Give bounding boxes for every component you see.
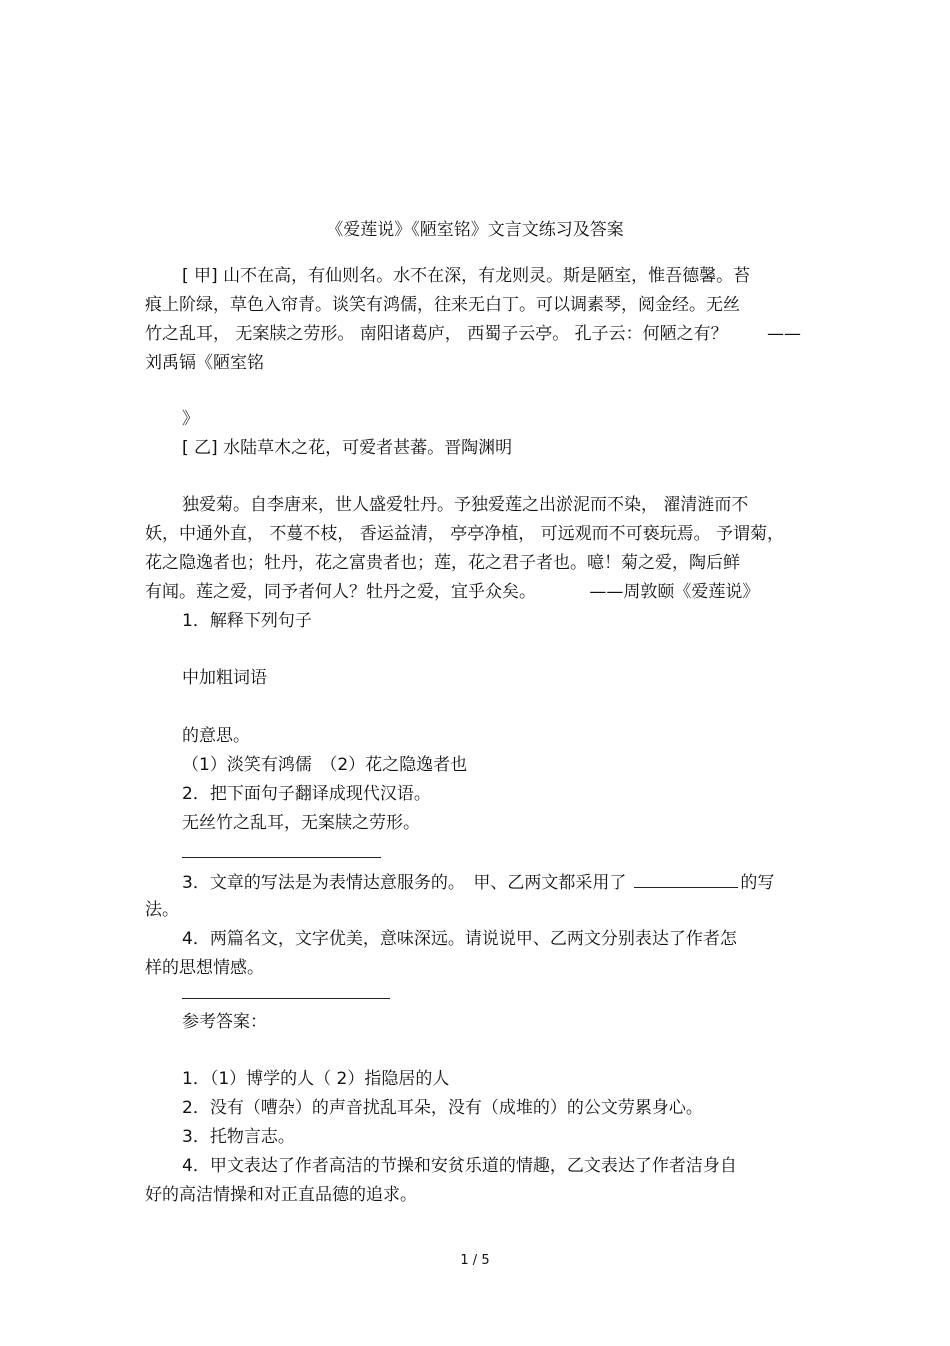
question-3-blank[interactable] xyxy=(634,870,738,888)
question-4-line-1: 4．两篇名文，文字优美，意味深远。请说说甲、乙两文分别表达了作者怎 xyxy=(182,929,737,949)
passage-jia-line-4: 刘禹镉《陋室铭 xyxy=(145,353,264,373)
passage-yi-attribution: ——周敦颐《爱莲说》 xyxy=(589,582,760,602)
question-2: 2．把下面句子翻译成现代汉语。 xyxy=(182,784,431,804)
passage-jia-line-2: 痕上阶绿，草色入帘青。谈笑有鸿儒，往来无白丁。可以调素琴，阅金经。无丝 xyxy=(145,295,740,315)
passage-yi-line-5 xyxy=(145,581,759,603)
answer-line-q4 xyxy=(182,998,390,999)
answer-1: 1．（1）博学的人（ 2）指隐居的人 xyxy=(182,1069,450,1089)
page-number: 1 / 5 xyxy=(460,1253,490,1268)
answers-heading: 参考答案： xyxy=(182,1012,267,1032)
question-1-line-1: 1．解释下列句子 xyxy=(182,611,312,631)
question-1-items: （1）淡笑有鸿儒 （2）花之隐逸者也 xyxy=(182,755,468,775)
passage-jia-dash: —— xyxy=(767,324,801,344)
answer-2: 2．没有（嘈杂）的声音扰乱耳朵，没有（成堆的）的公文劳累身心。 xyxy=(182,1098,703,1118)
question-1-line-3: 的意思。 xyxy=(182,726,250,746)
passage-jia-line-3-text: 竹之乱耳， 无案牍之劳形。 南阳诸葛庐， 西蜀子云亭。 孔子云：何陋之有？ xyxy=(145,324,728,344)
passage-yi-line-5-text: 有闻。莲之爱，同予者何人？牡丹之爱，宜乎众矣。 xyxy=(145,582,536,602)
question-3-text-after: 的写 xyxy=(740,873,775,893)
passage-jia-line-5: 》 xyxy=(182,409,199,429)
question-1-line-2: 中加粗词语 xyxy=(182,668,267,688)
answer-line-q2 xyxy=(182,857,381,858)
question-3 xyxy=(182,870,774,894)
passage-yi-line-4: 花之隐逸者也；牡丹，花之富贵者也；莲，花之君子者也。噫！菊之爱，陶后鲜 xyxy=(145,553,740,573)
answer-4-line-1: 4．甲文表达了作者高洁的节操和安贫乐道的情趣，乙文表达了作者洁身自 xyxy=(182,1156,737,1176)
question-3-continued: 法。 xyxy=(145,900,179,920)
document-title: 《爱莲说》《陋室铭》文言文练习及答案 xyxy=(326,220,624,240)
answer-4-line-2: 好的高洁情操和对正直品德的追求。 xyxy=(145,1185,417,1205)
passage-yi-line-1: [ 乙] 水陆草木之花，可爱者甚蕃。晋陶渊明 xyxy=(182,438,513,458)
passage-jia-line-1: [ 甲] 山不在高，有仙则名。水不在深，有龙则灵。斯是陋室，惟吾德馨。苔 xyxy=(182,266,751,286)
question-2-sentence: 无丝竹之乱耳，无案牍之劳形。 xyxy=(182,813,420,833)
answer-3: 3．托物言志。 xyxy=(182,1127,295,1147)
question-4-line-2: 样的思想情感。 xyxy=(145,958,264,978)
passage-yi-line-3: 妖，中通外直， 不蔓不枝， 香运益清， 亭亭净植， 可远观而不可亵玩焉。 予谓菊， xyxy=(145,524,785,544)
passage-jia-line-3 xyxy=(145,323,801,345)
passage-yi-line-2: 独爱菊。自李唐来，世人盛爱牡丹。予独爱莲之出淤泥而不染， 濯清涟而不 xyxy=(182,495,749,515)
question-3-text: 3．文章的写法是为表情达意服务的。 甲、乙两文都采用了 xyxy=(182,873,627,893)
